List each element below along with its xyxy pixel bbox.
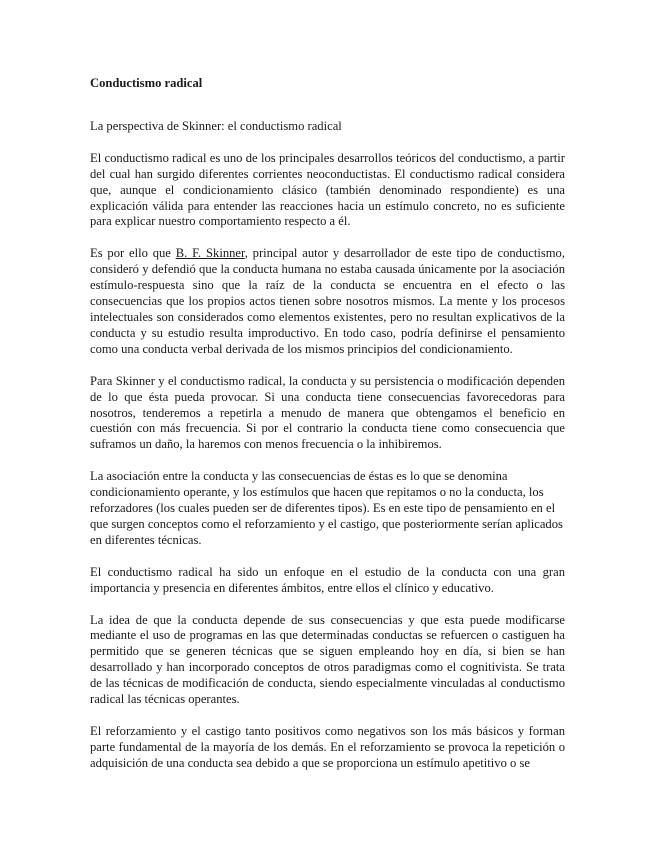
- skinner-link[interactable]: B. F. Skinner: [175, 246, 245, 261]
- document-page: [90, 76, 565, 772]
- paragraph-2-body: , principal autor y desarrollador de este tipo de conductismo, consideró y defendió que la conducta humana no estaba causada únicamente por la asociación estímulo-respuesta sino que la raíz de la conducta se encuentra en el efecto o las consecuencias que los propios actos tienen sobre nosotros mismos. La mente y los procesos intelectuales son considerados como elementos existentes, pero no resultan explicativos de la conducta y su estudio resulta improductivo. En todo caso, podría definirse el pensamiento como una conducta verbal derivada de los mismos principios del condicionamiento.: [90, 246, 565, 356]
- paragraph-3: Para Skinner y el conductismo radical, la conducta y su persistencia o modificación dependen de lo que ésta pueda provocar. Si una conducta tiene consecuencias favorecedoras para nosotros, tenderemos a repetirla a menudo de manera que obtengamos el beneficio en cuestión con más frecuencia. Si por el contrario la conducta tiene como consecuencia que suframos un daño, la haremos con menos frecuencia o la inhibiremos.: [90, 373, 565, 452]
- paragraph-2-lead: Es por ello que: [90, 246, 176, 261]
- paragraph-1: El conductismo radical es uno de los principales desarrollos teóricos del conductismo, a partir del cual han surgido diferentes corrientes neoconductistas. El conductismo radical considera que, aunque el condicionamiento clásico (también denominado respondiente) es una explicación válida para entender las reacciones hacia un estímulo concreto, no es suficiente para explicar nuestro comportamiento respecto a él.: [90, 150, 565, 229]
- document-subtitle: La perspectiva de Skinner: el conductismo radical: [90, 118, 342, 133]
- paragraph-5: El conductismo radical ha sido un enfoque en el estudio de la conducta con una gran importancia y presencia en diferentes ámbitos, entre ellos el clínico y educativo.: [90, 564, 565, 595]
- document-title: Conductismo radical: [90, 76, 203, 90]
- paragraph-2: [90, 246, 565, 357]
- paragraph-6: La idea de que la conducta depende de sus consecuencias y que esta puede modificarse mediante el uso de programas en las que determinadas conductas se refuercen o castiguen ha permitido que se generen técnicas que se siguen empleando hoy en día, si bien se han desarrollado y han incorporado conceptos de otros paradigmas como el cognitivista. Se trata de las técnicas de modificación de conducta, siendo especialmente vinculadas al conductismo radical las técnicas operantes.: [90, 612, 565, 707]
- paragraph-4: La asociación entre la conducta y las consecuencias de éstas es lo que se denomina condicionamiento operante, y los estímulos que hacen que repitamos o no la conducta, los reforzadores (los cuales pueden ser de diferentes tipos). Es en este tipo de pensamiento en el que surgen conceptos como el reforzamiento y el castigo, que posteriormente serían aplicados en diferentes técnicas.: [90, 469, 563, 547]
- paragraph-7: El reforzamiento y el castigo tanto positivos como negativos son los más básicos y forman parte fundamental de la mayoría de los demás. En el reforzamiento se provoca la repetición o adquisición de una conducta sea debido a que se proporciona un estímulo apetitivo o se: [90, 724, 565, 770]
